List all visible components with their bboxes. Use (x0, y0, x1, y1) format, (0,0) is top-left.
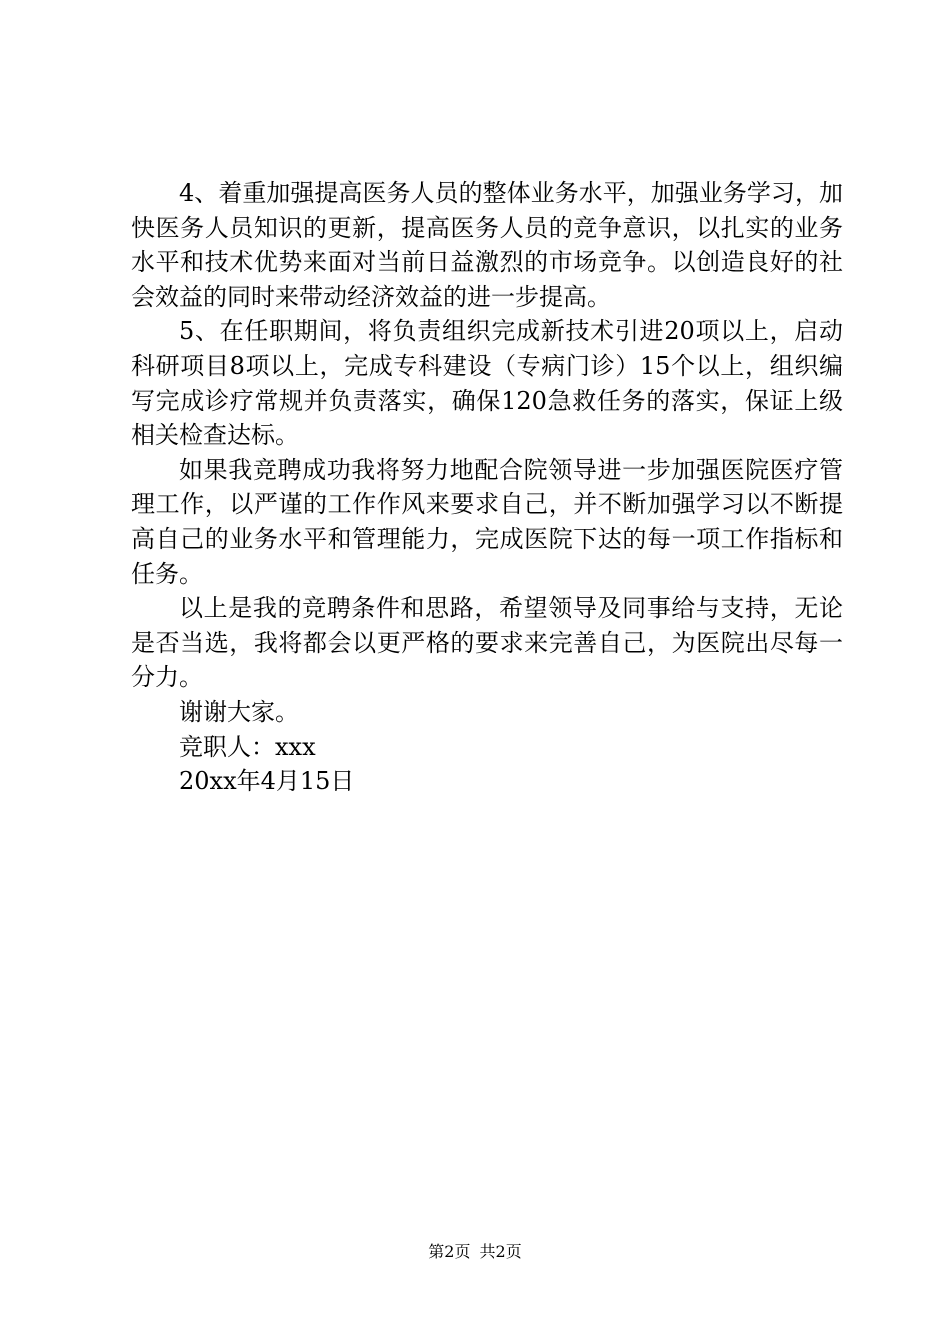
signature-line: 竞职人：xxx (179, 732, 316, 761)
paragraph-if-successful: 如果我竞聘成功我将努力地配合院领导进一步加强医院医疗管理工作，以严谨的工作作风来要求自己，并不断加强学习以不断提高自己的业务水平和管理能力，完成医院下达的每一项工作指标和任务。 (131, 455, 843, 588)
paragraph-item-4: 4、着重加强提高医务人员的整体业务水平，加强业务学习，加快医务人员知识的更新，提高医务人员的竞争意识，以扎实的业务水平和技术优势来面对当前日益激烈的市场竞争。以创造良好的社会效益的同时来带动经济效益的进一步提高。 (131, 179, 843, 311)
paragraph-item-5: 5、在任职期间，将负责组织完成新技术引进20项以上，启动科研项目8项以上，完成专科建设（专病门诊）15个以上，组织编写完成诊疗常规并负责落实，确保120急救任务的落实，保证上级相关检查达标。 (131, 317, 843, 450)
page-footer (0, 1241, 950, 1263)
date-line: 20xx年4月15日 (179, 767, 355, 796)
paragraph-conclusion: 以上是我的竞聘条件和思路，希望领导及同事给与支持，无论是否当选，我将都会以更严格的要求来完善自己，为医院出尽每一分力。 (131, 594, 843, 692)
page-number: 第2页 (428, 1242, 471, 1261)
page-total: 共2页 (479, 1242, 522, 1261)
closing-thanks: 谢谢大家。 (179, 697, 299, 726)
document-body (131, 176, 843, 799)
